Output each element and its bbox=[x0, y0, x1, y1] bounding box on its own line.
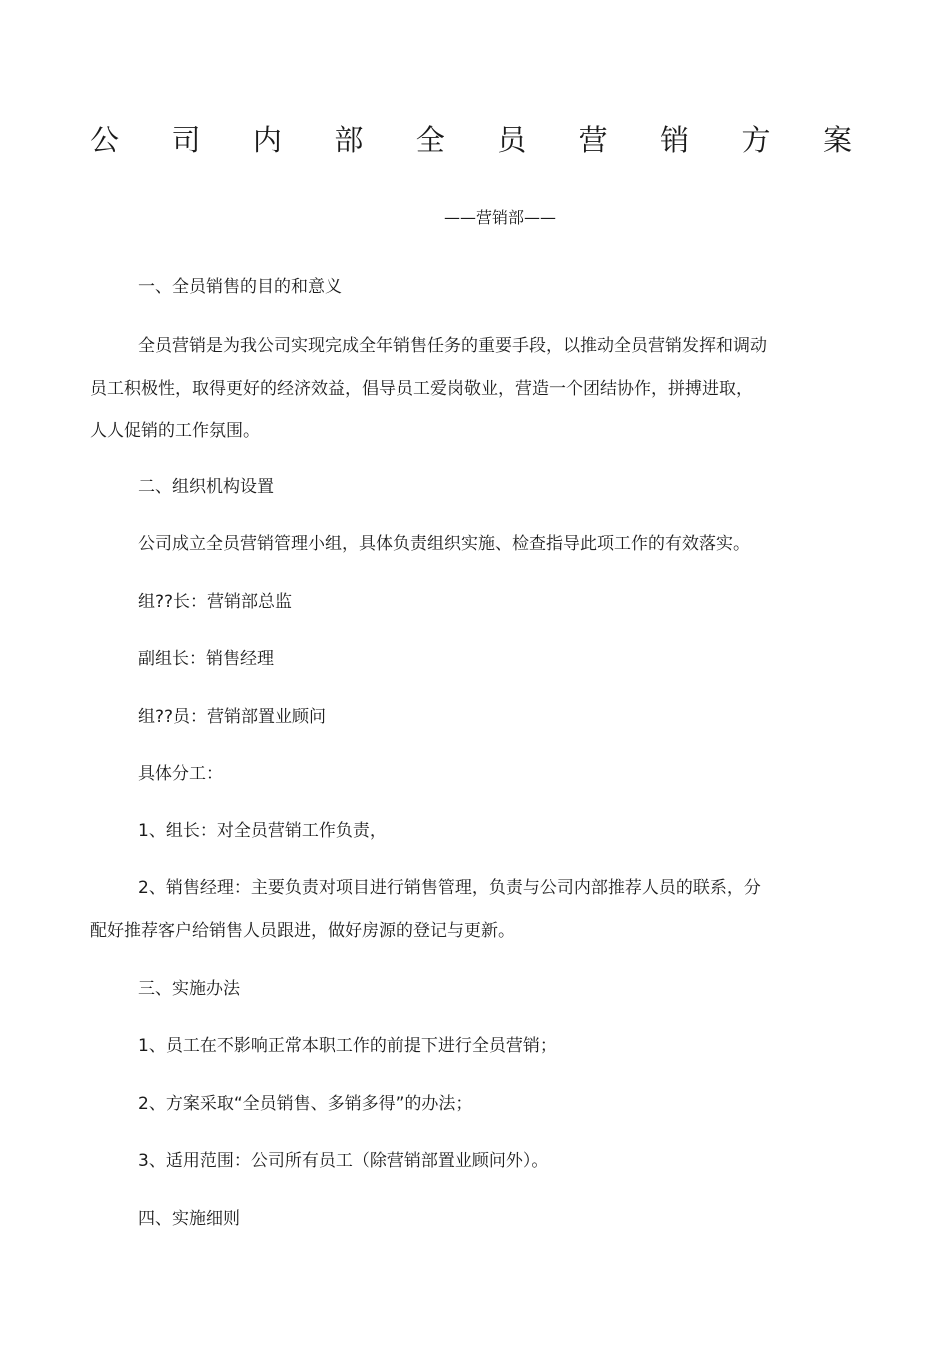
paragraph-line: 全员营销是为我公司实现完成全年销售任务的重要手段，以推动全员营销发挥和调动 bbox=[138, 336, 767, 356]
division-heading: 具体分工： bbox=[138, 764, 223, 784]
section-heading-organization: 二、组织机构设置 bbox=[138, 477, 274, 497]
paragraph-line: 公司成立全员营销管理小组，具体负责组织实施、检查指导此项工作的有效落实。 bbox=[138, 534, 750, 554]
title-char: 营 bbox=[578, 123, 608, 157]
list-item: 3、适用范围：公司所有员工（除营销部置业顾问外）。 bbox=[138, 1151, 549, 1171]
role-leader: 组??长：营销部总监 bbox=[138, 592, 293, 612]
title-char: 内 bbox=[252, 123, 282, 157]
title-char: 方 bbox=[741, 123, 771, 157]
role-deputy-leader: 副组长：销售经理 bbox=[138, 649, 274, 669]
section-heading-methods: 三、实施办法 bbox=[138, 979, 240, 999]
paragraph-line: 员工积极性，取得更好的经济效益，倡导员工爱岗敬业，营造一个团结协作，拼搏进取， bbox=[90, 379, 753, 399]
title-char: 销 bbox=[660, 123, 690, 157]
title-char: 案 bbox=[822, 123, 852, 157]
paragraph-line: 配好推荐客户给销售人员跟进，做好房源的登记与更新。 bbox=[90, 921, 515, 941]
section-heading-purpose: 一、全员销售的目的和意义 bbox=[138, 277, 342, 297]
list-item: 1、组长：对全员营销工作负责， bbox=[138, 821, 387, 841]
title-char: 公 bbox=[90, 123, 120, 157]
title-char: 全 bbox=[415, 123, 445, 157]
list-item: 2、方案采取“全员销售、多销多得”的办法； bbox=[138, 1094, 473, 1114]
document-subtitle: ——营销部—— bbox=[443, 208, 556, 227]
paragraph-line: 人人促销的工作氛围。 bbox=[90, 421, 260, 441]
list-item: 1、员工在不影响正常本职工作的前提下进行全员营销； bbox=[138, 1036, 557, 1056]
role-member: 组??员：营销部置业顾问 bbox=[138, 707, 327, 727]
title-char: 司 bbox=[171, 123, 201, 157]
section-heading-details: 四、实施细则 bbox=[138, 1209, 240, 1229]
title-char: 部 bbox=[334, 123, 364, 157]
list-item: 2、销售经理：主要负责对项目进行销售管理，负责与公司内部推荐人员的联系，分 bbox=[138, 878, 761, 898]
document-title bbox=[90, 118, 852, 162]
title-char: 员 bbox=[497, 123, 527, 157]
